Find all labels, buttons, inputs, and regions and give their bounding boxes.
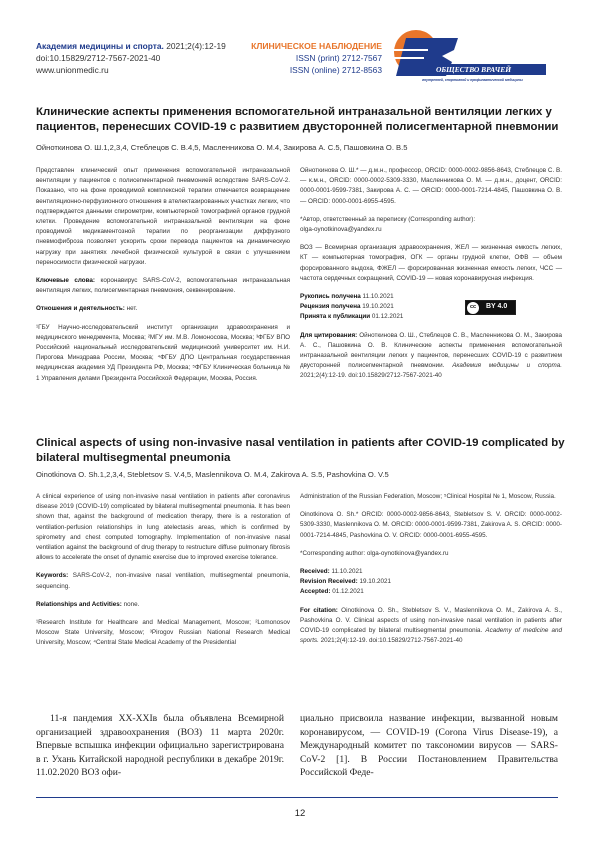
body-right-column: циально присвоила название инфекции, вызванной новым коронавирусом, — COVID-19 (Corona Virus Disease-19), а Международный комитет по таксономии вирусов — SARS-CoV-2 [1]. В России Постановлением Правительства Российской Феде- <box>300 712 558 780</box>
page-number: 12 <box>0 808 600 819</box>
ru-citation <box>300 331 562 382</box>
ru-keywords-text: коронавирус SARS-CoV-2, вспомогательная интраназальная вентиляция легких, полисегментарная пневмония, секвенирование. <box>36 277 290 294</box>
issn-online: ISSN (online) 2712-8563 <box>251 64 382 76</box>
cc-license-badge[interactable] <box>465 300 516 315</box>
en-accepted: 01.12.2021 <box>330 588 363 595</box>
doi: doi:10.15829/2712-7567-2021-40 <box>36 52 226 64</box>
en-accepted-label: Accepted: <box>300 588 330 595</box>
journal-header <box>36 40 226 76</box>
ru-right-column <box>300 166 562 390</box>
en-revision-label: Revision Received: <box>300 578 358 585</box>
ru-citation-label: Для цитирования: <box>300 332 357 339</box>
ru-corresponding: *Автор, ответственный за переписку (Corresponding author): <box>300 216 475 223</box>
ru-keywords <box>36 276 290 296</box>
en-title: Clinical aspects of using non-invasive nasal ventilation in patients after COVID-19 complicated by bilateral multisegmental pneumonia <box>36 436 566 466</box>
ru-left-column <box>36 166 290 392</box>
section-info <box>251 40 382 76</box>
cc-icon: cc <box>466 301 480 315</box>
en-affiliations: ¹Research Institute for Healthcare and Medical Management, Moscow; ²Lomonosov Moscow State University, Moscow; ³Pirogov Russian National Research Medical University, Moscow; ⁴Central State Medical Academy of the Presidential <box>36 618 290 649</box>
ru-accepted: 01.12.2021 <box>370 313 403 320</box>
en-left-column <box>36 492 290 657</box>
en-orcid: Oinotkinova O. Sh.* ORCID: 0000-0002-9856-8643, Stebletsov S. V. ORCID: 0000-0002-5309-3330, Maslennikova O. M. ORCID: 0000-0001-9599-7381, Zakirova A. S. ORCID: 0000-0001-7214-4845, Pashovkina O. V. ORCID: 0000-0001-6955-4595. <box>300 510 562 541</box>
ru-abbreviations: ВОЗ — Всемирная организация здравоохранения, ЖЕЛ — жизненная емкость легких, КТ — компьютерная томография, ОГК — органы грудной клетки, ОФВ — объем форсированного выдоха, ФЖЕЛ — форсированная жизненная емкость легких, ЧСС — частота сердечных сокращений, COVID-19 — новая коронавирусная инфекция. <box>300 243 562 284</box>
website-link[interactable]: www.unionmedic.ru <box>36 64 226 76</box>
journal-name: Академия медицины и спорта. <box>36 41 164 51</box>
en-abstract: A clinical experience of using non-invasive nasal ventilation in patients after coronavirus disease 2019 (COVID-19) complicated by bilateral multisegmental pneumonia. It has been shown that, against the background of medication therapy, there is a restoration of ventilation-perfusion relationships in lung atelectasis areas, which is confirmed by spirometry and chest computed tomography. Implementation of non-invasive nasal ventilation against the background of drug therapy to restructure diffuse pulmonary fibrosis allows to accelerate the onset of dynamic exercise due to improved exercise tolerance. <box>36 492 290 563</box>
ru-relations-text: нет. <box>125 305 137 312</box>
ru-revision-label: Рецензия получена <box>300 303 361 310</box>
ru-abstract: Представлен клинический опыт применения вспомогательной интраназальной вентиляции у пациентов с полисегментарной пневмонией вследствие SARS-CoV-2. Показано, что на фоне проводимой комплексной терапии отмечается возвращение вентиляционно-перфузионного отношения в ателектазированных участках легких, что подтверждается данными спирометрии, компьютерной томографией органов грудной клетки. Проведение вспомогательной интраназальной вентиляции на фоне проводимой медикаментозной терапии по реорганизации диффузного пневмофиброза позволяет ускорить сроки перевода пациентов на динамическую нагрузку при занятиях лечебной физической культурой в связи с улучшением переносимости физической нагрузки. <box>36 166 290 268</box>
issn-print: ISSN (print) 2712-7567 <box>251 52 382 64</box>
ru-title: Клинические аспекты применения вспомогательной интраназальной вентиляции легких у пациентов, перенесших COVID-19 с развитием двусторонней полисегментарной пневмонии <box>36 105 566 135</box>
society-logo <box>388 28 548 88</box>
ru-received-label: Рукопись получена <box>300 293 361 300</box>
ru-received: 11.10.2021 <box>361 293 394 300</box>
ru-keywords-label: Ключевые слова: <box>36 277 95 284</box>
ru-citation-tail: 2021;2(4):12-19. doi:10.15829/2712-7567-2021-40 <box>300 372 442 379</box>
en-affiliations-cont: Administration of the Russian Federation, Moscow; ⁵Clinical Hospital № 1, Moscow, Russia. <box>300 492 562 502</box>
en-right-column <box>300 492 562 654</box>
logo-text: ОБЩЕСТВО ВРАЧЕЙ <box>436 65 511 74</box>
en-citation-text: Oinotkinova O. Sh., Stebletsov S. V., Maslennikova O. M., Zakirova A. S., Pashovkina O. V. Clinical aspects of using non-invasive nasal ventilation in patients after COVID-19 complicated by bilateral multisegmental pneumonia. <box>300 607 562 634</box>
en-received-label: Received: <box>300 568 330 575</box>
ru-citation-journal: Академия медицины и спорта. <box>452 362 562 369</box>
ru-citation-text: Ойноткинова О. Ш., Стеблецов С. В., Масленникова О. М., Закирова А. С., Пашовкина О. В. Клинические аспекты применения вспомогательной интраназальной вентиляции легких у пациентов, перенесших COVID-19 с развитием двусторонней полисегментарной пневмонии. <box>300 332 562 370</box>
ru-email[interactable]: olga-oynotkinova@yandex.ru <box>300 226 382 233</box>
ru-relations <box>36 304 290 314</box>
en-keywords-label: Keywords: <box>36 572 68 579</box>
en-revision: 19.10.2021 <box>358 578 391 585</box>
en-citation <box>300 606 562 647</box>
en-relations-text: none. <box>122 601 140 608</box>
ru-orcid: Ойноткинова О. Ш.* — д.м.н., профессор, ORCID: 0000-0002-9856-8643, Стеблецов С. В. — к.м.н., ORCID: 0000-0002-5309-3330, Масленникова О. М. — д.м.н., доцент, ORCID: 0000-0001-9599-7381, Закирова А. С. — ORCID: 0000-0001-7214-4845, Пашовкина О. В. — ORCID: 0000-0001-6955-4595. <box>300 166 562 207</box>
section-label: КЛИНИЧЕСКОЕ НАБЛЮДЕНИЕ <box>251 40 382 52</box>
en-corresponding: *Corresponding author: olga-oynotkinova@yandex.ru <box>300 549 562 559</box>
body-left-column: 11-я пандемия XX-XXIв была объявлена Всемирной организацией здравоохранения (ВОЗ) 11 марта 2020г. Впервые вспышка инфекции официально зарегистрирована в г. Ухань Китайской народной республики в декабре 2019г. 11.02.2020 ВОЗ офи- <box>36 712 284 780</box>
license-label: BY 4.0 <box>486 302 507 312</box>
footer-divider <box>36 797 558 798</box>
en-relations-label: Relationships and Activities: <box>36 601 122 608</box>
ru-accepted-label: Принята к публикации <box>300 313 370 320</box>
en-authors: Oinotkinova O. Sh.1,2,3,4, Stebletsov S. V.4,5, Maslennikova O. M.4, Zakirova A. S.5, Pashovkina O. V.5 <box>36 470 389 479</box>
ru-revision: 19.10.2021 <box>361 303 394 310</box>
en-citation-journal: Academy of medicine and sports. <box>300 627 562 644</box>
logo-subtext: внутренней, спортивной и профилактической медицины <box>422 78 523 83</box>
en-received: 11.10.2021 <box>330 568 363 575</box>
en-citation-tail: 2021;2(4):12-19. doi:10.15829/2712-7567-2021-40 <box>319 637 463 644</box>
ru-authors: Ойноткинова О. Ш.1,2,3,4, Стеблецов С. В.4,5, Масленникова О. М.4, Закирова А. С.5, Пашовкина О. В.5 <box>36 143 407 152</box>
ru-relations-label: Отношения и деятельность: <box>36 305 125 312</box>
journal-issue: 2021;2(4):12-19 <box>164 41 226 51</box>
ru-affiliations: ¹ГБУ Научно-исследовательский институт организации здравоохранения и медицинского менеджмента, Москва; ²МГУ им. М.В. Ломоносова, Москва; ³ФГБУ ВПО Российский национальный исследовательский медицинский университет им. Н.И. Пирогова Минздрава России, Москва; ⁴ФГБУ ДПО Центральная государственная медицинская академия УД Президента РФ, Москва; ⁵ФГБУ Клиническая больница № 1 Управления делами Президента Российской Федерации, Москва, Россия. <box>36 323 290 384</box>
en-keywords-text: SARS-CoV-2, non-invasive nasal ventilation, multisegmental pneumonia, sequencing. <box>36 572 290 589</box>
en-citation-label: For citation: <box>300 607 338 614</box>
